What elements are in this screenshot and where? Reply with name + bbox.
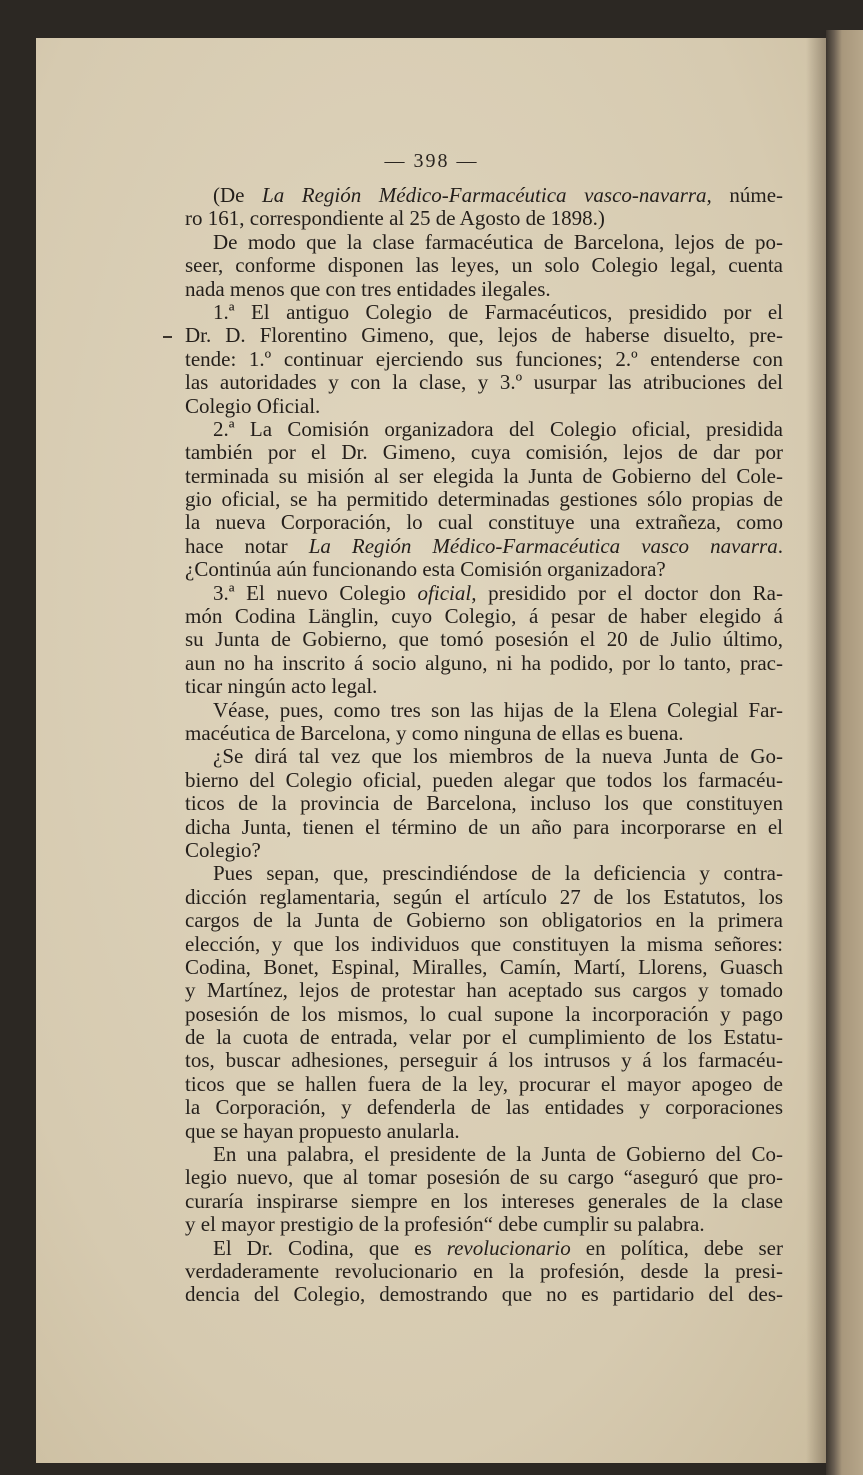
text-line bbox=[185, 1120, 783, 1143]
line-text: Colegio? bbox=[185, 837, 261, 862]
page-number: — 398 — bbox=[384, 150, 479, 172]
page-gutter-shadow bbox=[806, 38, 826, 1463]
line-text: ¿Se dirá tal vez que los miembros de la nueva Junta de Go- bbox=[213, 744, 783, 769]
text-line bbox=[185, 1026, 783, 1049]
text-line bbox=[185, 816, 783, 839]
text-line bbox=[185, 465, 783, 488]
text-line bbox=[185, 254, 783, 277]
line-text: y el mayor prestigio de la profesión“ debe cumplir su palabra. bbox=[185, 1212, 705, 1237]
text-line bbox=[185, 979, 783, 1002]
text-line bbox=[185, 511, 783, 534]
body-text bbox=[185, 184, 783, 1307]
text-line bbox=[185, 207, 783, 230]
line-text: bierno del Colegio oficial, pueden alegar que todos los farmacéu- bbox=[185, 767, 783, 792]
line-text: que se hayan propuesto anularla. bbox=[185, 1118, 460, 1143]
line-text: también por el Dr. Gimeno, cuya comisión, lejos de dar por bbox=[185, 440, 783, 465]
line-text: en política, debe ser bbox=[570, 1235, 783, 1260]
text-line bbox=[185, 558, 783, 581]
text-line bbox=[185, 675, 783, 698]
italic-text: revolucionario bbox=[446, 1235, 571, 1260]
text-line bbox=[185, 324, 783, 347]
line-text: Pues sepan, que, prescindiéndose de la deficiencia y contra- bbox=[213, 861, 783, 886]
line-text: las autoridades y con la clase, y 3.º usurpar las atribuciones del bbox=[185, 370, 783, 395]
line-text: terminada su misión al ser elegida la Junta de Gobierno del Cole- bbox=[185, 463, 783, 488]
text-line bbox=[185, 605, 783, 628]
text-line bbox=[185, 1143, 783, 1166]
line-text: ¿Continúa aún funcionando esta Comisión organizadora? bbox=[185, 557, 666, 582]
text-line bbox=[185, 1237, 783, 1260]
text-line bbox=[185, 441, 783, 464]
line-text: món Codina Länglin, cuyo Colegio, á pesar de haber elegido á bbox=[185, 604, 783, 629]
text-line bbox=[185, 231, 783, 254]
line-text: ticar ningún acto legal. bbox=[185, 674, 378, 699]
text-line bbox=[185, 1003, 783, 1026]
text-line bbox=[185, 1283, 783, 1306]
line-text: de la cuota de entrada, velar por el cumplimiento de los Estatu- bbox=[185, 1025, 783, 1050]
text-line bbox=[185, 862, 783, 885]
text-line bbox=[185, 722, 783, 745]
line-text: cargos de la Junta de Gobierno son obligatorios en la primera bbox=[185, 908, 783, 933]
line-text: dicción reglamentaria, según el artículo 27 de los Estatutos, los bbox=[185, 884, 783, 909]
text-line bbox=[185, 535, 783, 558]
line-text: Dr. D. Florentino Gimeno, que, lejos de haberse disuelto, pre- bbox=[185, 323, 783, 348]
line-text: 3.ª El nuevo Colegio bbox=[213, 580, 418, 605]
line-text: hace notar bbox=[185, 533, 309, 558]
text-line bbox=[185, 1096, 783, 1119]
text-line bbox=[185, 1260, 783, 1283]
line-text: ticos que se hallen fuera de la ley, procurar el mayor apogeo de bbox=[185, 1071, 783, 1096]
line-text: la Corporación, y defenderla de las entidades y corporaciones bbox=[185, 1095, 783, 1120]
line-text: dicha Junta, tienen el término de un año para incorporarse en el bbox=[185, 814, 783, 839]
line-text: núme- bbox=[711, 183, 784, 207]
line-text: Colegio Oficial. bbox=[185, 393, 321, 418]
text-line bbox=[185, 1049, 783, 1072]
line-text: . bbox=[777, 533, 783, 558]
text-line bbox=[185, 371, 783, 394]
text-line bbox=[185, 839, 783, 862]
text-line bbox=[185, 488, 783, 511]
line-text: curaría inspirarse siempre en los intereses generales de la clase bbox=[185, 1188, 783, 1213]
line-text: El Dr. Codina, que es bbox=[213, 1235, 447, 1260]
text-line bbox=[185, 769, 783, 792]
line-text: y Martínez, lejos de protestar han aceptado sus cargos y tomado bbox=[185, 978, 783, 1003]
text-line bbox=[185, 348, 783, 371]
line-text: dencia del Colegio, demostrando que no es partidario del des- bbox=[185, 1282, 783, 1307]
line-text: (De bbox=[213, 183, 263, 207]
line-text: De modo que la clase farmacéutica de Barcelona, lejos de po- bbox=[213, 229, 783, 254]
line-text: ticos de la provincia de Barcelona, incluso los que constituyen bbox=[185, 791, 783, 816]
text-line bbox=[185, 909, 783, 932]
text-line bbox=[185, 1190, 783, 1213]
text-line bbox=[185, 628, 783, 651]
text-line bbox=[185, 933, 783, 956]
italic-text: oficial, bbox=[417, 580, 477, 605]
line-text: gio oficial, se ha permitido determinadas gestiones sólo propias de bbox=[185, 487, 783, 512]
line-text: tos, buscar adhesiones, perseguir á los intrusos y á los farmacéu- bbox=[185, 1048, 783, 1073]
line-text: Codina, Bonet, Espinal, Miralles, Camín, Martí, Llorens, Guasch bbox=[185, 954, 783, 979]
line-text: macéutica de Barcelona, y como ninguna de ellas es buena. bbox=[185, 720, 684, 745]
text-line bbox=[185, 699, 783, 722]
text-line bbox=[185, 418, 783, 441]
line-text: legio nuevo, que al tomar posesión de su cargo “aseguró que pro- bbox=[185, 1165, 783, 1190]
line-text: presidido por el doctor don Ra- bbox=[476, 580, 783, 605]
line-text: Véase, pues, como tres son las hijas de la Elena Colegial Far- bbox=[213, 697, 783, 722]
line-text: posesión de los mismos, lo cual supone la incorporación y pago bbox=[185, 1001, 783, 1026]
text-line bbox=[185, 792, 783, 815]
line-text: 2.ª La Comisión organizadora del Colegio oficial, presidida bbox=[213, 416, 783, 441]
text-line bbox=[185, 395, 783, 418]
text-line bbox=[185, 745, 783, 768]
book-edge bbox=[826, 30, 863, 1475]
line-text: seer, conforme disponen las leyes, un solo Colegio legal, cuenta bbox=[185, 253, 783, 278]
text-line bbox=[185, 956, 783, 979]
line-text: aun no ha inscrito á socio alguno, ni ha podido, por lo tanto, prac- bbox=[185, 650, 783, 675]
text-line bbox=[185, 652, 783, 675]
line-text: ro 161, correspondiente al 25 de Agosto de 1898.) bbox=[185, 206, 605, 231]
text-line bbox=[185, 1166, 783, 1189]
text-line bbox=[185, 1213, 783, 1236]
text-line bbox=[185, 582, 783, 605]
text-line bbox=[185, 1073, 783, 1096]
line-text: tende: 1.º continuar ejerciendo sus funciones; 2.º entenderse con bbox=[185, 346, 783, 371]
line-text: En una palabra, el presidente de la Junta de Gobierno del Co- bbox=[213, 1142, 783, 1167]
italic-text: La Región Médico-Farmacéutica vasco navarra bbox=[308, 533, 778, 558]
line-text: nada menos que con tres entidades ilegales. bbox=[185, 276, 551, 301]
text-line bbox=[185, 278, 783, 301]
line-text: 1.ª El antiguo Colegio de Farmacéuticos, presidido por el bbox=[213, 299, 783, 324]
margin-mark bbox=[163, 336, 172, 338]
text-line bbox=[185, 301, 783, 324]
line-text: su Junta de Gobierno, que tomó posesión el 20 de Julio último, bbox=[185, 627, 783, 652]
line-text: verdaderamente revolucionario en la profesión, desde la presi- bbox=[185, 1258, 783, 1283]
line-text: la nueva Corporación, lo cual constituye una extrañeza, como bbox=[185, 510, 783, 535]
text-line bbox=[185, 184, 783, 207]
line-text: elección, y que los individuos que constituyen la misma señores: bbox=[185, 931, 783, 956]
italic-text: La Región Médico-Farmacéutica vasco-navarra, bbox=[262, 183, 712, 207]
text-line bbox=[185, 886, 783, 909]
